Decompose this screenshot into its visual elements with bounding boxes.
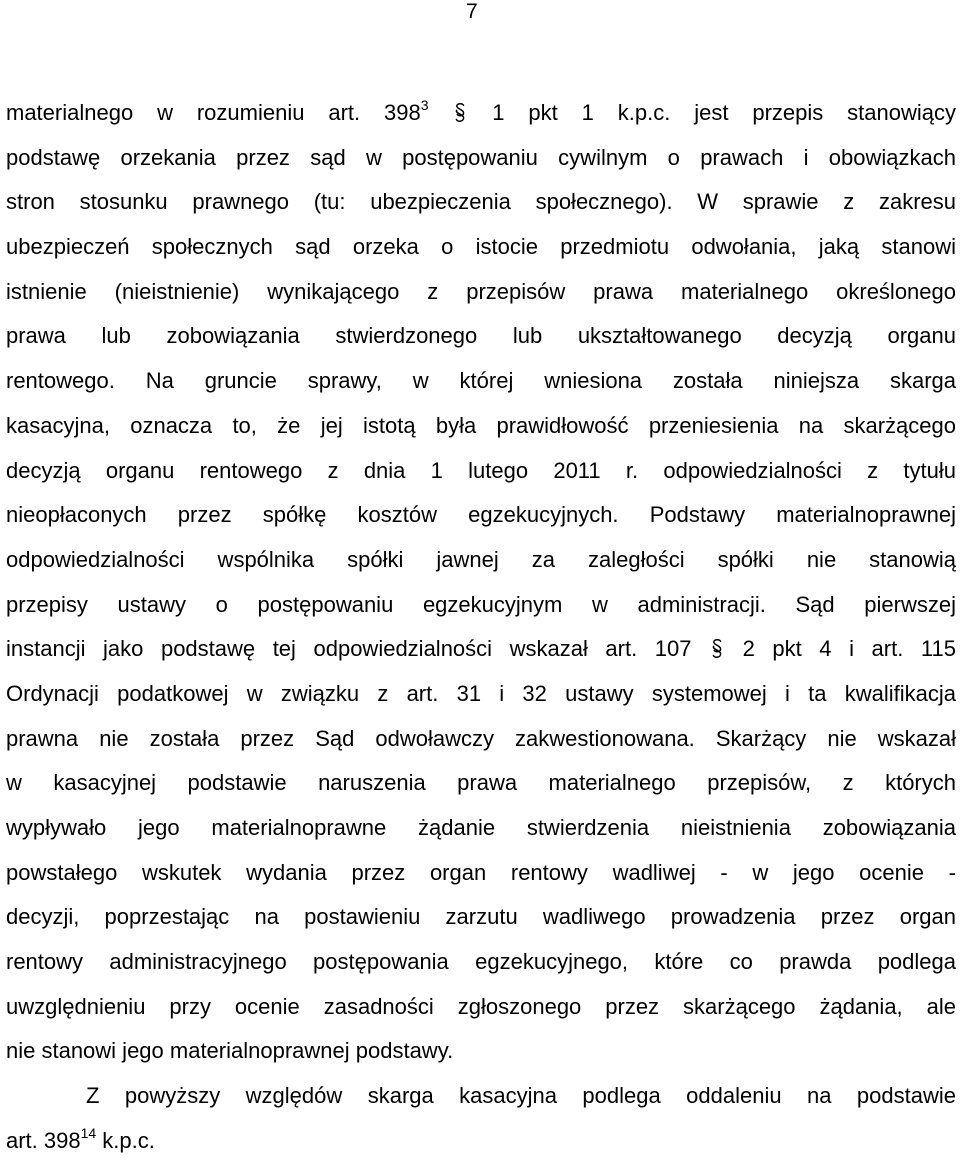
- line-text: decyzji, poprzestając na postawieniu zarzutu wadliwego prowadzenia przez organ: [6, 904, 956, 930]
- text-line: [6, 493, 956, 538]
- text-line: [6, 851, 956, 896]
- text-line: [6, 538, 956, 583]
- line-text: kasacyjna, oznacza to, że jej istotą była prawidłowość przeniesienia na skarżącego: [6, 412, 956, 438]
- line-text: materialnego w rozumieniu art. 398: [6, 100, 421, 125]
- text-line: [6, 91, 956, 136]
- text-line: [6, 806, 956, 851]
- text-line: [6, 180, 956, 225]
- line-text: ubezpieczeń społecznych sąd orzeka o istocie przedmiotu odwołania, jaką stanowi: [6, 234, 956, 260]
- text-line: [6, 225, 956, 270]
- text-line: [6, 1029, 956, 1074]
- line-text: art. 398: [6, 1127, 81, 1153]
- text-line: [6, 359, 956, 404]
- line-text: istnienie (nieistnienie) wynikającego z przepisów prawa materialnego określonego: [6, 278, 956, 304]
- text-line: [6, 583, 956, 628]
- line-text: 2 pkt 4 i art. 115: [742, 636, 956, 662]
- line-text: k.p.c.: [96, 1127, 155, 1153]
- line-text: w kasacyjnej podstawie naruszenia prawa materialnego przepisów, z których: [6, 770, 956, 796]
- line-text: rentowy administracyjnego postępowania egzekucyjnego, które co prawda podlega: [6, 949, 956, 975]
- text-line: [6, 627, 956, 672]
- text-line: [6, 404, 956, 449]
- text-line: [6, 717, 956, 762]
- text-line: [6, 940, 956, 985]
- document-body: [6, 91, 956, 1164]
- line-text: stron stosunku prawnego (tu: ubezpieczenia społecznego). W sprawie z zakresu: [6, 189, 956, 215]
- line-text: uwzględnieniu przy ocenie zasadności zgłoszonego przez skarżącego żądania, ale: [6, 993, 956, 1019]
- line-text: instancji jako podstawę tej odpowiedzialności wskazał art. 107: [6, 636, 692, 662]
- text-line: [6, 895, 956, 940]
- line-text: nieopłaconych przez spółkę kosztów egzekucyjnych. Podstawy materialnoprawnej: [6, 502, 956, 528]
- line-text: decyzją organu rentowego z dnia 1 lutego 2011 r. odpowiedzialności z tytułu: [6, 457, 956, 483]
- section-sign-icon: [454, 102, 466, 124]
- line-text: Z powyższy względów skarga kasacyjna podlega oddaleniu na podstawie: [86, 1083, 956, 1109]
- line-text: prawna nie została przez Sąd odwoławczy zakwestionowana. Skarżący nie wskazał: [6, 725, 956, 751]
- line-text: rentowego. Na gruncie sprawy, w której wniesiona została niniejsza skarga: [6, 368, 956, 394]
- text-line: [6, 1119, 956, 1164]
- section-sign-icon: [711, 638, 723, 660]
- text-line: [6, 314, 956, 359]
- line-text: 1 pkt 1 k.p.c. jest przepis stanowiący: [492, 100, 956, 125]
- text-line: [6, 449, 956, 494]
- text-line: [6, 985, 956, 1030]
- text-line: [6, 761, 956, 806]
- line-text: Ordynacji podatkowej w związku z art. 31 i 32 ustawy systemowej i ta kwalifikacja: [6, 680, 956, 706]
- line-text: przepisy ustawy o postępowaniu egzekucyjnym w administracji. Sąd pierwszej: [6, 591, 956, 617]
- line-text: podstawę orzekania przez sąd w postępowaniu cywilnym o prawach i obowiązkach: [6, 144, 956, 170]
- text-line: [6, 270, 956, 315]
- text-line: [6, 1074, 956, 1119]
- page-number: 7: [466, 0, 478, 23]
- line-text: odpowiedzialności wspólnika spółki jawnej za zaległości spółki nie stanowią: [6, 546, 956, 572]
- superscript: 3: [420, 97, 429, 113]
- line-text: wypływało jego materialnoprawne żądanie stwierdzenia nieistnienia zobowiązania: [6, 815, 956, 840]
- line-text: powstałego wskutek wydania przez organ rentowy wadliwej - w jego ocenie -: [6, 859, 956, 885]
- text-line: [6, 136, 956, 181]
- line-text: prawa lub zobowiązania stwierdzonego lub ukształtowanego decyzją organu: [6, 323, 956, 349]
- text-line: [6, 672, 956, 717]
- line-text: nie stanowi jego materialnoprawnej podstawy.: [6, 1038, 454, 1064]
- superscript: 14: [80, 1124, 97, 1141]
